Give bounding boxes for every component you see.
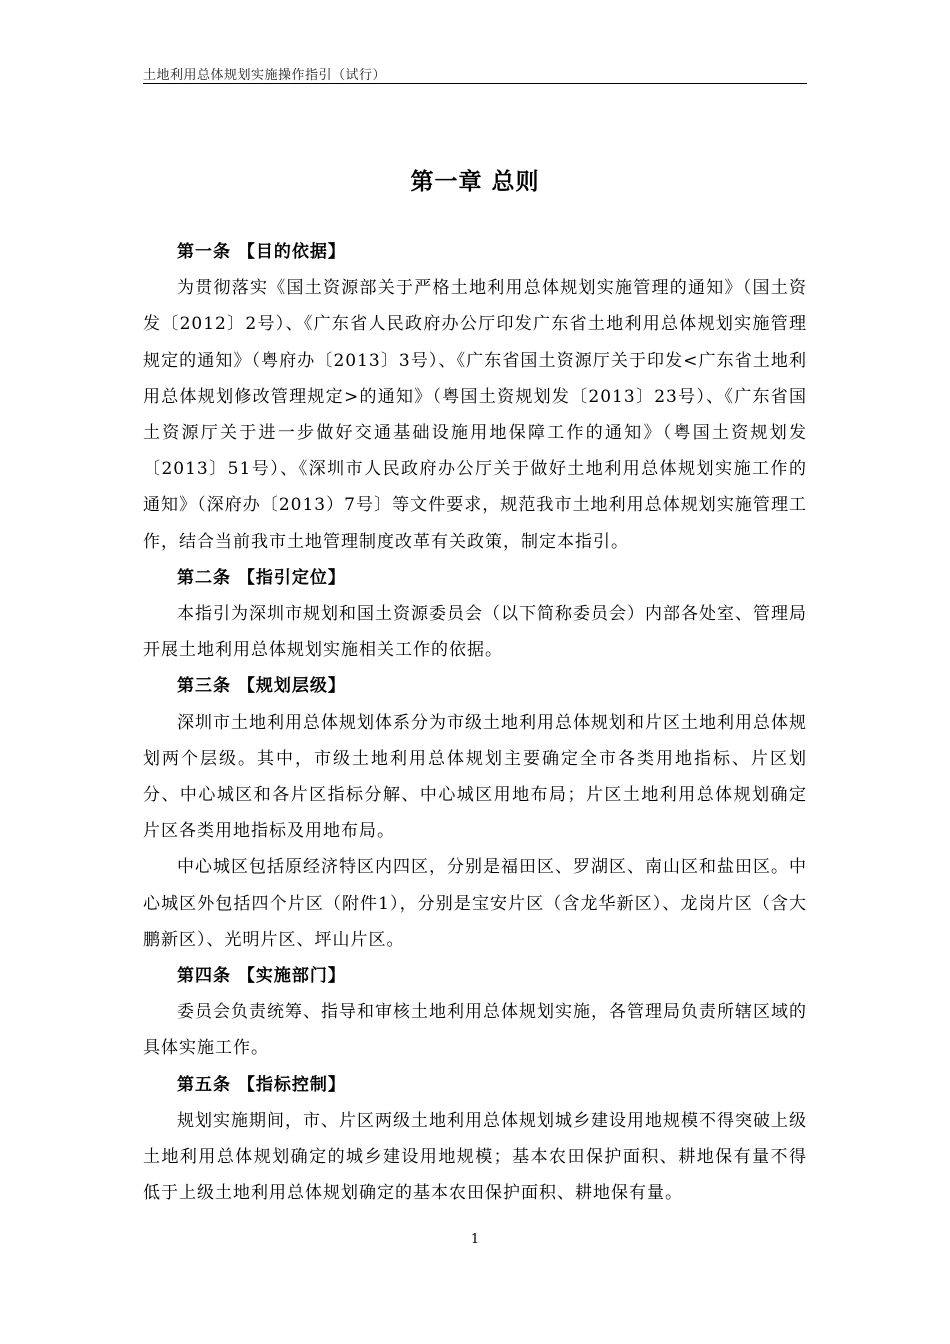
article-paragraph: 本指引为深圳市规划和国土资源委员会（以下简称委员会）内部各处室、管理局开展土地利用总体规划实施相关工作的依据。 bbox=[143, 604, 807, 661]
article-2 bbox=[143, 560, 807, 669]
article-3 bbox=[143, 668, 807, 958]
article-heading: 第四条 【实施部门】 bbox=[177, 966, 346, 987]
article-heading: 第三条 【规划层级】 bbox=[177, 676, 346, 697]
article-heading: 第一条 【目的依据】 bbox=[177, 242, 346, 262]
document-body bbox=[143, 234, 807, 1211]
chapter-title: 第一章 总则 bbox=[410, 169, 540, 195]
running-header: 土地利用总体规划实施操作指引（试行） bbox=[143, 68, 387, 83]
article-paragraph: 规划实施期间，市、片区两级土地利用总体规划城乡建设用地规模不得突破上级土地利用总体规划确定的城乡建设用地规模；基本农田保护面积、耕地保有量不得低于上级土地利用总体规划确定的基本农田保护面积、耕地保有量。 bbox=[143, 1110, 807, 1204]
article-paragraph: 为贯彻落实《国土资源部关于严格土地利用总体规划实施管理的通知》（国土资发〔2012〕2号）、《广东省人民政府办公厅印发广东省土地利用总体规划实施管理规定的通知》（粤府办〔2013〕3号）、《广东省国土资源厅关于印发<广东省土地利用总体规划修改管理规定>的通知》（粤国土资规划发〔2013〕23号）、《广东省国土资源厅关于进一步做好交通基础设施用地保障工作的通知》（粤国土资规划发〔2013〕51号）、《深圳市人民政府办公厅关于做好土地利用总体规划实施工作的通知》（深府办〔2013）7号〕等文件要求，规范我市土地利用总体规划实施管理工作，结合当前我市土地管理制度改革有关政策，制定本指引。 bbox=[143, 278, 807, 552]
article-4 bbox=[143, 958, 807, 1067]
article-heading: 第二条 【指引定位】 bbox=[177, 567, 346, 588]
article-paragraph: 深圳市土地利用总体规划体系分为市级土地利用总体规划和片区土地利用总体规划两个层级。其中，市级土地利用总体规划主要确定全市各类用地指标、片区划分、中心城区和各片区指标分解、中心城区用地布局；片区土地利用总体规划确定片区各类用地指标及用地布局。 bbox=[143, 712, 807, 842]
article-1 bbox=[143, 234, 807, 560]
article-5 bbox=[143, 1067, 807, 1212]
article-paragraph: 委员会负责统筹、指导和审核土地利用总体规划实施，各管理局负责所辖区域的具体实施工作。 bbox=[143, 1002, 807, 1059]
header-rule bbox=[143, 83, 807, 84]
article-heading: 第五条 【指标控制】 bbox=[177, 1074, 346, 1095]
page-number: 1 bbox=[470, 1232, 480, 1247]
article-paragraph: 中心城区包括原经济特区内四区，分别是福田区、罗湖区、南山区和盐田区。中心城区外包括四个片区（附件1），分别是宝安片区（含龙华新区）、龙岗片区（含大鹏新区）、光明片区、坪山片区。 bbox=[143, 857, 807, 950]
